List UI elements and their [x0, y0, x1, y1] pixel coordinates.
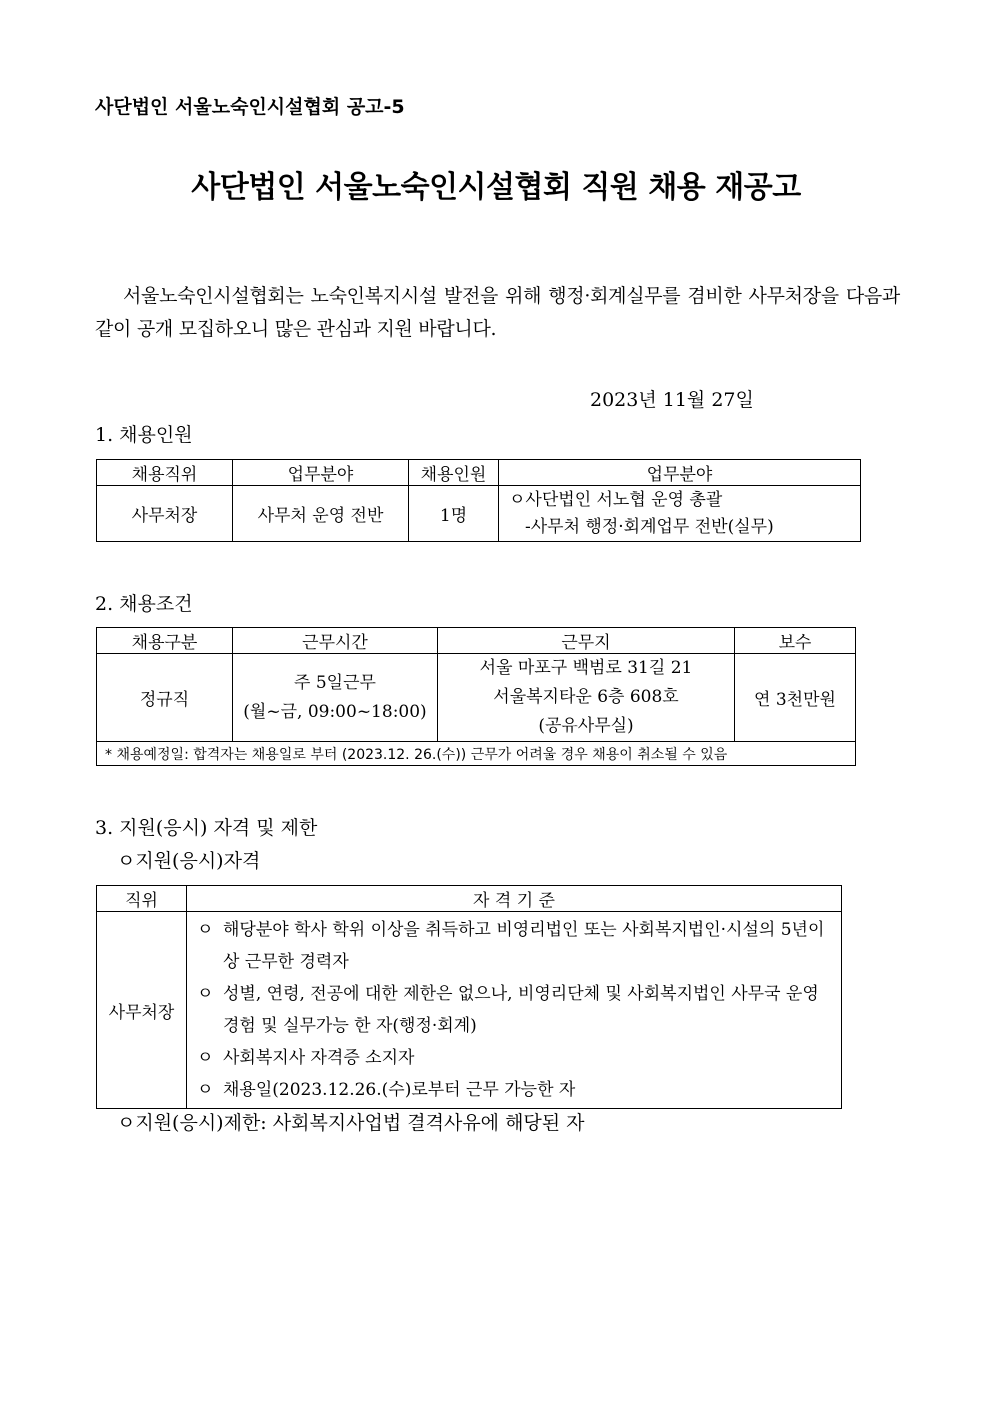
- conditions-table: [96, 627, 856, 766]
- section1-heading: 1. 채용인원: [95, 424, 193, 446]
- table-header-row: [97, 886, 842, 912]
- count-cell: 1명: [409, 486, 499, 542]
- bullet: ㅇ: [197, 1048, 214, 1068]
- note-row: [97, 742, 856, 766]
- table-header-row: [97, 628, 856, 654]
- place-cell: [438, 654, 735, 742]
- type-cell: 정규직: [97, 654, 233, 742]
- table-header: 채용직위: [97, 460, 233, 486]
- duty-cell: [499, 486, 861, 542]
- table-header: 직위: [97, 886, 187, 912]
- qualification-label: ㅇ지원(응시)자격: [117, 850, 261, 872]
- field-cell: 사무처 운영 전반: [233, 486, 409, 542]
- qualification-table: [96, 885, 842, 1109]
- criteria-item: ㅇ 채용일(2023.12.26.(수)로부터 근무 가능한 자: [197, 1074, 833, 1106]
- criteria-item: ㅇ 해당분야 학사 학위 이상을 취득하고 비영리법인 또는 사회복지법인·시설의 5년이상 근무한 경력자: [197, 914, 833, 978]
- table-header: 업무분야: [499, 460, 861, 486]
- position-cell: 사무처장: [97, 912, 187, 1109]
- hours-line: 주 5일근무: [294, 672, 376, 693]
- section3-heading: 3. 지원(응시) 자격 및 제한: [95, 817, 318, 839]
- table-header: 채용구분: [97, 628, 233, 654]
- place-line: 서울복지타운 6층 608호: [493, 687, 679, 707]
- position-cell: 사무처장: [97, 486, 233, 542]
- bullet: ㅇ: [197, 920, 214, 940]
- duty-line: -사무처 행정·회계업무 전반(실무): [525, 516, 774, 537]
- restriction-text: ㅇ지원(응시)제한: 사회복지사업법 결격사유에 해당된 자: [117, 1112, 585, 1134]
- bullet: ㅇ: [197, 1080, 214, 1100]
- table-header: 자 격 기 준: [187, 886, 842, 912]
- criteria-item: ㅇ 사회복지사 자격증 소지자: [197, 1042, 833, 1074]
- announcement-date: 2023년 11월 27일: [590, 389, 754, 411]
- table-header-row: [97, 460, 861, 486]
- hiring-note: * 채용예정일: 합격자는 채용일로 부터 (2023.12. 26.(수)) 근무가 어려울 경우 채용이 취소될 수 있음: [97, 742, 856, 766]
- notice-number: 사단법인 서울노숙인시설협회 공고-5: [95, 96, 405, 118]
- table-header: 근무지: [438, 628, 735, 654]
- table-header: 채용인원: [409, 460, 499, 486]
- place-line: (공유사무실): [538, 716, 634, 736]
- table-header: 업무분야: [233, 460, 409, 486]
- duty-line: ㅇ사단법인 서노협 운영 총괄: [509, 489, 723, 510]
- table-header: 보수: [735, 628, 856, 654]
- criteria-cell: [187, 912, 842, 1109]
- criteria-item: ㅇ 성별, 연령, 전공에 대한 제한은 없으나, 비영리단체 및 사회복지법인 사무국 운영 경험 및 실무가능 한 자(행정·회계): [197, 978, 833, 1042]
- table-row: [97, 912, 842, 1109]
- table-header: 근무시간: [233, 628, 438, 654]
- bullet: ㅇ: [197, 984, 214, 1004]
- table-row: [97, 654, 856, 742]
- place-line: 서울 마포구 백범로 31길 21: [479, 658, 693, 678]
- intro-paragraph: 서울노숙인시설협회는 노숙인복지시설 발전을 위해 행정·회계실무를 겸비한 사무처장을 다음과 같이 공개 모집하오니 많은 관심과 지원 바랍니다.: [95, 285, 900, 340]
- pay-cell: 연 3천만원: [735, 654, 856, 742]
- table-row: [97, 486, 861, 542]
- section2-heading: 2. 채용조건: [95, 593, 193, 615]
- page-title: 사단법인 서울노숙인시설협회 직원 채용 재공고: [191, 170, 801, 205]
- recruitment-table: [96, 459, 861, 542]
- hours-cell: [233, 654, 438, 742]
- hours-line: (월~금, 09:00~18:00): [243, 701, 427, 722]
